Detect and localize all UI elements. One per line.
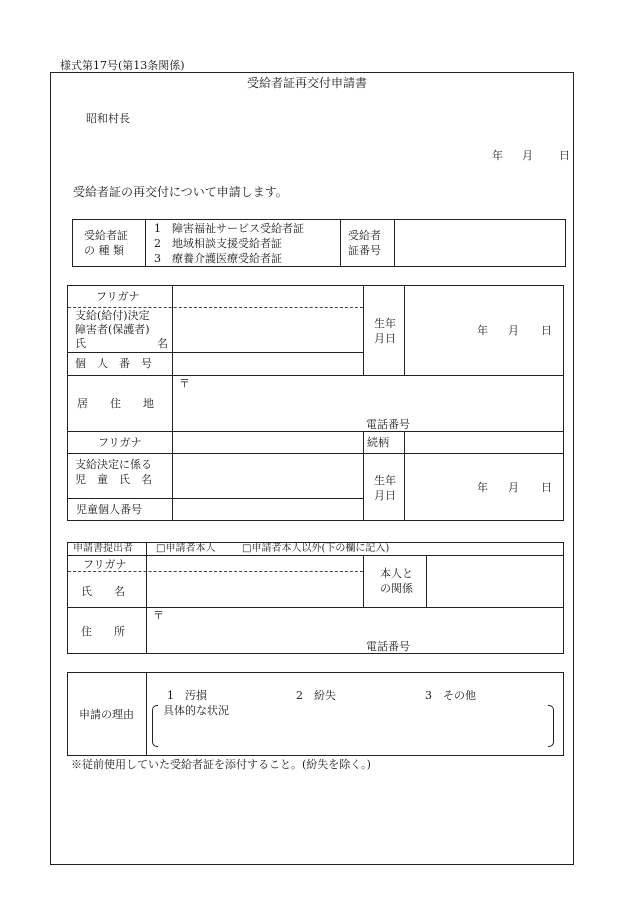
bracket-right-icon (548, 705, 554, 747)
applicant-name-field[interactable] (174, 309, 362, 351)
submitter-postal-mark: 〒 (153, 609, 164, 622)
cert-number-label: 受給者 (348, 229, 381, 242)
applicant-furigana-field[interactable] (174, 287, 362, 306)
child-birth-month: 月 (508, 481, 519, 494)
form-title: 受給者証再交付申請書 (247, 76, 368, 90)
cert-type-option-1[interactable]: 1 障害福祉サービス受給者証 (154, 222, 304, 235)
applicant-birth-day: 日 (541, 324, 552, 337)
date-month-label: 月 (522, 149, 533, 162)
personal-number-field[interactable] (174, 354, 362, 374)
submitter-option-other[interactable]: □申請者本人以外(下の欄に記入) (242, 543, 390, 554)
residence-postal-mark: 〒 (179, 377, 190, 390)
cert-number-field[interactable] (396, 221, 564, 265)
reason-detail-field[interactable] (160, 718, 546, 746)
applicant-name-label: 支給(給付)決定 (75, 309, 150, 322)
relation-field[interactable] (406, 433, 562, 452)
reason-option-other[interactable]: 3 その他 (425, 689, 476, 702)
relation-label: 続柄 (367, 436, 389, 449)
cert-type-label: 受給者証 (84, 229, 128, 242)
attachment-note: ※従前使用していた受給者証を添付すること。(紛失を除く。) (71, 758, 371, 771)
date-year-label: 年 (492, 149, 503, 162)
submitter-relation-field[interactable] (428, 557, 562, 606)
child-name-field[interactable] (174, 455, 362, 497)
residence-field[interactable] (174, 377, 562, 429)
child-personal-number-field[interactable] (174, 500, 362, 520)
applicant-birth-month: 月 (508, 324, 519, 337)
reason-label: 申請の理由 (79, 708, 134, 721)
reason-option-soiled[interactable]: 1 汚損 (167, 689, 207, 702)
submitter-furigana-label: フリガナ (83, 558, 127, 571)
child-name-label: 支給決定に係る (75, 458, 152, 471)
addressee: 昭和村長 (86, 112, 130, 125)
submitter-address-label: 住 所 (81, 625, 125, 638)
submitter-address-field[interactable] (148, 609, 562, 652)
submitter-phone-label: 電話番号 (366, 640, 410, 653)
personal-number-label: 個 人 番 号 (75, 357, 152, 370)
submitter-name-label: 氏 名 (81, 585, 125, 598)
submitter-furigana-field[interactable] (148, 557, 362, 570)
child-furigana-field[interactable] (174, 433, 362, 452)
cert-type-option-3[interactable]: 3 療養介護医療受給者証 (154, 252, 282, 265)
reason-detail-label: 具体的な状況 (163, 704, 229, 717)
submitter-name-field[interactable] (148, 573, 362, 606)
child-birth-day: 日 (541, 481, 552, 494)
child-furigana-label: フリガナ (98, 436, 142, 449)
residence-phone-label: 電話番号 (366, 418, 410, 431)
date-day-label: 日 (559, 149, 570, 162)
format-number: 様式第17号(第13条関係) (60, 59, 185, 72)
bracket-left-icon (152, 705, 158, 747)
applicant-birth-label: 生年 (374, 317, 396, 330)
cert-type-option-2[interactable]: 2 地域相談支援受給者証 (154, 237, 282, 250)
child-birth-year: 年 (477, 481, 488, 494)
submitter-option-self[interactable]: □申請者本人 (156, 543, 216, 554)
applicant-furigana-label: フリガナ (96, 290, 140, 303)
application-statement: 受給者証の再交付について申請します。 (73, 185, 288, 199)
submitter-label: 申請書提出者 (73, 543, 133, 554)
reason-option-lost[interactable]: 2 紛失 (296, 689, 336, 702)
applicant-birth-year: 年 (477, 324, 488, 337)
child-personal-number-label: 児童個人番号 (76, 503, 142, 516)
submitter-relation-label: 本人と (380, 567, 413, 580)
child-birth-label: 生年 (374, 474, 396, 487)
residence-label: 居 住 地 (77, 397, 154, 410)
